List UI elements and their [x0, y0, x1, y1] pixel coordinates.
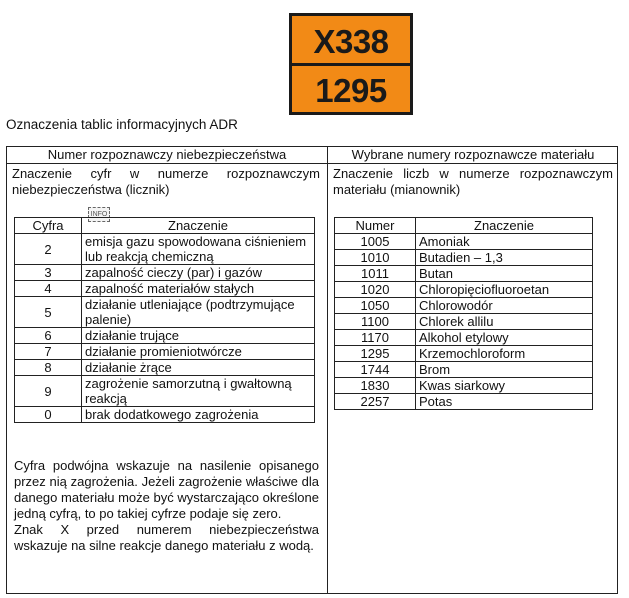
substance-row	[335, 362, 593, 378]
header-divider	[7, 163, 617, 164]
substance-number-cell: 1020	[335, 282, 416, 298]
substance-name-cell: Brom	[416, 362, 593, 378]
figure-caption: Oznaczenia tablic informacyjnych ADR	[6, 117, 238, 132]
meaning-column-header: Znaczenie	[82, 218, 315, 234]
substance-name-cell: Chlorek allilu	[416, 314, 593, 330]
left-column-header: Numer rozpoznawczy niebezpieczeństwa	[47, 147, 287, 162]
digit-cell: 8	[15, 360, 82, 376]
substance-number-cell: 1744	[335, 362, 416, 378]
digit-row	[15, 297, 315, 328]
info-icon: INFO	[88, 207, 110, 222]
substance-row	[335, 234, 593, 250]
substance-row	[335, 250, 593, 266]
digit-row	[15, 281, 315, 297]
substance-number-cell: 1005	[335, 234, 416, 250]
digit-row	[15, 265, 315, 281]
substance-name-cell: Butan	[416, 266, 593, 282]
substance-number-cell: 1050	[335, 298, 416, 314]
substance-number-cell: 1830	[335, 378, 416, 394]
digit-meaning-cell: działanie promieniotwórcze	[82, 344, 315, 360]
digit-meaning-cell: zapalność materiałów stałych	[82, 281, 315, 297]
digit-meaning-cell: emisja gazu spowodowana ciśnieniem lub reakcją chemiczną	[82, 234, 315, 265]
substance-name-cell: Chloropięciofluoroetan	[416, 282, 593, 298]
number-column-header: Numer	[335, 218, 416, 234]
digit-meaning-cell: zagrożenie samorzutną i gwałtowną reakcją	[82, 376, 315, 407]
substance-number-cell: 1011	[335, 266, 416, 282]
substance-number-cell: 1170	[335, 330, 416, 346]
digit-row	[15, 407, 315, 423]
substance-row	[335, 346, 593, 362]
digit-meaning-cell: działanie utleniające (podtrzymujące palenie)	[82, 297, 315, 328]
digit-cell: 9	[15, 376, 82, 407]
substance-meaning-column-header: Znaczenie	[416, 218, 593, 234]
substance-row	[335, 394, 593, 410]
x-prefix-note: Znak X przed numerem niebezpieczeństwa wskazuje na silne reakcje danego materiału z wodą.	[14, 522, 319, 553]
substance-number-cell: 1010	[335, 250, 416, 266]
digit-cell: 0	[15, 407, 82, 423]
left-column-intro: Znaczenie cyfr w numerze rozpoznawczym niebezpieczeństwa (licznik)	[12, 166, 320, 197]
digit-meaning-cell: brak dodatkowego zagrożenia	[82, 407, 315, 423]
right-column-intro: Znaczenie liczb w numerze rozpoznawczym materiału (mianownik)	[333, 166, 613, 197]
double-digit-note: Cyfra podwójna wskazuje na nasilenie opisanego przez nią zagrożenia. Jeżeli zagrożenie właściwe dla danego materiału może być wystarczająco określone jedną cyfrą, to po takiej cyfrze podaje się zero.	[14, 458, 319, 521]
substance-row	[335, 330, 593, 346]
substance-name-cell: Amoniak	[416, 234, 593, 250]
un-substance-number: 1295	[315, 72, 387, 109]
substance-row	[335, 282, 593, 298]
digit-meaning-cell: działanie trujące	[82, 328, 315, 344]
digit-cell: 6	[15, 328, 82, 344]
digit-row	[15, 344, 315, 360]
digit-row	[15, 328, 315, 344]
substance-name-cell: Alkohol etylowy	[416, 330, 593, 346]
explanatory-notes	[14, 458, 319, 554]
digit-meaning-table	[14, 217, 315, 423]
digit-cell: 3	[15, 265, 82, 281]
digit-row	[15, 376, 315, 407]
digit-meaning-cell: zapalność cieczy (par) i gazów	[82, 265, 315, 281]
substance-row	[335, 298, 593, 314]
digit-meaning-cell: działanie żrące	[82, 360, 315, 376]
substance-number-cell: 1100	[335, 314, 416, 330]
digit-cell: 2	[15, 234, 82, 265]
substance-row	[335, 378, 593, 394]
adr-codes-table	[6, 146, 618, 594]
plate-divider	[292, 63, 410, 66]
substance-name-cell: Kwas siarkowy	[416, 378, 593, 394]
substance-name-cell: Potas	[416, 394, 593, 410]
column-divider	[327, 147, 328, 593]
digit-cell: 5	[15, 297, 82, 328]
digit-column-header: Cyfra	[15, 218, 82, 234]
substance-name-cell: Chlorowodór	[416, 298, 593, 314]
substance-number-cell: 1295	[335, 346, 416, 362]
substance-row	[335, 266, 593, 282]
substance-row	[335, 314, 593, 330]
substance-name-cell: Krzemochloroform	[416, 346, 593, 362]
right-column-header: Wybrane numery rozpoznawcze materiału	[351, 147, 595, 162]
substance-number-cell: 2257	[335, 394, 416, 410]
digit-cell: 7	[15, 344, 82, 360]
substance-number-table	[334, 217, 593, 410]
hazard-identification-number: X338	[313, 23, 389, 60]
digit-cell: 4	[15, 281, 82, 297]
substance-name-cell: Butadien – 1,3	[416, 250, 593, 266]
digit-row	[15, 360, 315, 376]
adr-hazard-plate	[289, 13, 413, 115]
digit-row	[15, 234, 315, 265]
